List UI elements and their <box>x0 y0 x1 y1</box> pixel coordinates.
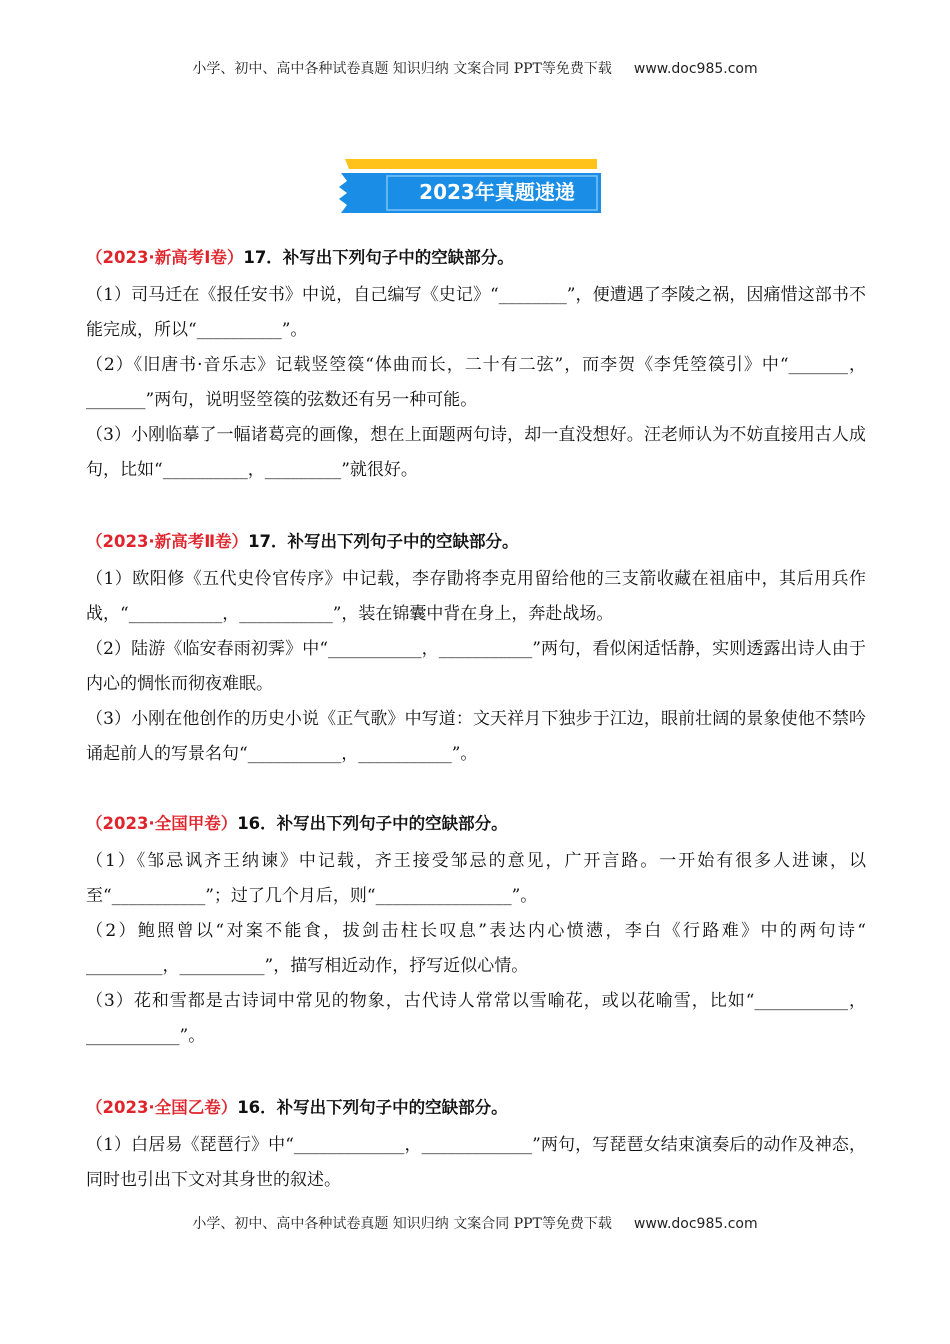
question-title: 16．补写出下列句子中的空缺部分。 <box>237 814 508 833</box>
question-item: （3）小刚在他创作的历史小说《正气歌》中写道：文天祥月下独步于江边，眼前壮阔的景象使他不禁吟诵起前人的写景名句“___________，___________”。 <box>86 709 866 764</box>
question-source: （2023·全国甲卷） <box>86 814 238 833</box>
question-item: （2）鲍照曾以“对案不能食，拔剑击柱长叹息”表达内心愤懑，李白《行路难》中的两句诗“ _________，__________”，描写相近动作，抒写近似心情。 <box>86 921 866 976</box>
footer-url[interactable]: www.doc985.com <box>633 1216 758 1232</box>
question-item: （3）小刚临摹了一幅诸葛亮的画像，想在上面题两句诗，却一直没想好。汪老师认为不妨直接用古人成句，比如“__________，_________”就很好。 <box>86 425 866 480</box>
question-block <box>86 244 866 488</box>
question-item: （2）陆游《临安春雨初霁》中“___________，___________”两句，看似闲适恬静，实则透露出诗人由于内心的惆怅而彻夜难眠。 <box>86 639 866 694</box>
footer-text: 小学、初中、高中各种试卷真题 知识归纳 文案合同 PPT等免费下载 <box>192 1216 612 1232</box>
question-heading <box>86 1094 866 1122</box>
question-item: （1）白居易《琵琶行》中“_____________，_____________”两句，写琵琶女结束演奏后的动作及神态，同时也引出下文对其身世的叙述。 <box>86 1135 866 1190</box>
question-source: （2023·全国乙卷） <box>86 1098 238 1117</box>
page-header <box>0 58 950 78</box>
banner-title: 2023年真题速递 <box>419 180 575 204</box>
question-heading <box>86 810 866 838</box>
question-item: （1）《邹忌讽齐王纳谏》中记载，齐王接受邹忌的意见，广开言路。一开始有很多人进谏，以至“___________”；过了几个月后，则“________________”。 <box>86 851 866 906</box>
header-url[interactable]: www.doc985.com <box>633 61 758 77</box>
question-item: （1）司马迁在《报任安书》中说，自己编写《史记》“________”，便遭遇了李陵之祸，因痛惜这部书不能完成，所以“__________”。 <box>86 285 866 340</box>
question-item: （1）欧阳修《五代史伶官传序》中记载，李存勖将李克用留给他的三支箭收藏在祖庙中，其后用兵作战，“___________，___________”，装在锦囊中背在身上，奔赴战场。 <box>86 569 866 624</box>
question-block <box>86 1094 866 1198</box>
banner-accent-stripe <box>345 159 597 169</box>
question-heading <box>86 528 866 556</box>
page-footer <box>0 1213 950 1233</box>
question-block <box>86 810 866 1054</box>
question-block <box>86 528 866 772</box>
question-source: （2023·新高考Ⅰ卷） <box>86 248 244 267</box>
question-item: （3）花和雪都是古诗词中常见的物象，古代诗人常常以雪喻花，或以花喻雪，比如“___________，___________”。 <box>86 991 866 1046</box>
question-title: 16．补写出下列句子中的空缺部分。 <box>237 1098 508 1117</box>
question-source: （2023·新高考Ⅱ卷） <box>86 532 249 551</box>
question-title: 17．补写出下列句子中的空缺部分。 <box>243 248 514 267</box>
question-heading <box>86 244 866 272</box>
question-title: 17．补写出下列句子中的空缺部分。 <box>248 532 519 551</box>
question-item: （2）《旧唐书·音乐志》记载竖箜篌“体曲而长，二十有二弦”，而李贺《李凭箜篌引》中“_______，_______”两句，说明竖箜篌的弦数还有另一种可能。 <box>86 355 866 410</box>
header-text: 小学、初中、高中各种试卷真题 知识归纳 文案合同 PPT等免费下载 <box>192 61 612 77</box>
